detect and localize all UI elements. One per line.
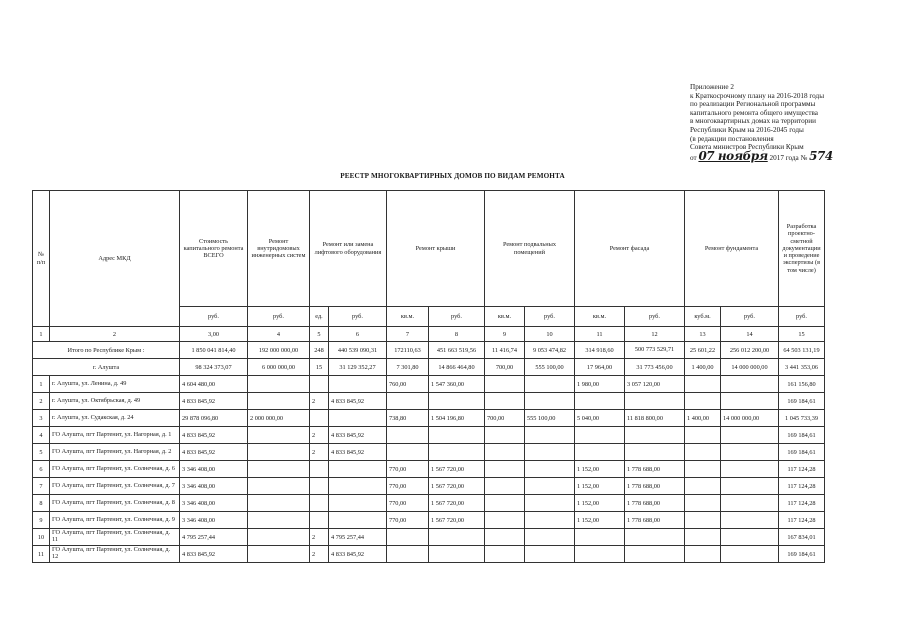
- unit-cell: руб.: [779, 307, 825, 327]
- subtotal-value: 31 773 456,00: [625, 359, 685, 376]
- row-value: [329, 495, 387, 512]
- header-facade: Ремонт фасада: [575, 191, 685, 307]
- table-row: [33, 546, 825, 563]
- unit-cell: руб.: [429, 307, 485, 327]
- row-number: 7: [33, 478, 50, 495]
- row-value: [387, 393, 429, 410]
- row-value: [721, 427, 779, 444]
- header-row: [33, 191, 825, 307]
- row-value: [685, 478, 721, 495]
- row-value: [685, 461, 721, 478]
- row-value: 770,00: [387, 461, 429, 478]
- header-address: Адрес МКД: [50, 191, 180, 327]
- row-value: 169 184,61: [779, 393, 825, 410]
- row-value: 770,00: [387, 495, 429, 512]
- unit-cell: руб.: [625, 307, 685, 327]
- row-address: ГО Алушта, пгт Партенит, ул. Солнечная, д. 8: [50, 495, 180, 512]
- row-value: 4 833 845,92: [180, 393, 248, 410]
- row-value: [525, 512, 575, 529]
- row-value: 3 346 408,00: [180, 512, 248, 529]
- total-value: 248: [310, 342, 329, 359]
- row-number: 2: [33, 393, 50, 410]
- row-value: [248, 512, 310, 529]
- row-value: 1 567 720,00: [429, 461, 485, 478]
- row-value: 1 778 688,00: [625, 512, 685, 529]
- unit-cell: руб.: [180, 307, 248, 327]
- total-value: 9 053 474,82: [525, 342, 575, 359]
- unit-cell: руб.: [525, 307, 575, 327]
- subtotal-value: 98 324 373,07: [180, 359, 248, 376]
- row-value: 2 000 000,00: [248, 410, 310, 427]
- col-number: 5: [310, 327, 329, 342]
- appendix-line: Приложение 2: [690, 83, 734, 91]
- header-basement: Ремонт подвальных помещений: [485, 191, 575, 307]
- header-num: № п/п: [33, 191, 50, 327]
- header-roof: Ремонт крыши: [387, 191, 485, 307]
- col-number: 11: [575, 327, 625, 342]
- row-value: [485, 478, 525, 495]
- row-value: 5 040,00: [575, 410, 625, 427]
- unit-cell: кв.м.: [387, 307, 429, 327]
- row-value: [685, 444, 721, 461]
- header-cost-total: Стоимость капитального ремонта ВСЕГО: [180, 191, 248, 307]
- row-value: [525, 546, 575, 563]
- row-value: 161 156,80: [779, 376, 825, 393]
- row-value: 11 818 800,00: [625, 410, 685, 427]
- subtotal-value: 3 441 353,06: [779, 359, 825, 376]
- row-value: [721, 444, 779, 461]
- col-number: 2: [50, 327, 180, 342]
- row-value: [485, 529, 525, 546]
- col-number: 13: [685, 327, 721, 342]
- total-label: Итого по Республике Крым :: [33, 342, 180, 359]
- row-value: 770,00: [387, 478, 429, 495]
- row-value: 117 124,28: [779, 461, 825, 478]
- total-value: 256 012 200,00: [721, 342, 779, 359]
- row-value: [485, 546, 525, 563]
- row-value: 169 184,61: [779, 546, 825, 563]
- row-value: [387, 444, 429, 461]
- row-value: [485, 393, 525, 410]
- row-value: [387, 427, 429, 444]
- row-value: [525, 478, 575, 495]
- row-value: [721, 512, 779, 529]
- unit-cell: руб.: [721, 307, 779, 327]
- row-value: 1 567 720,00: [429, 495, 485, 512]
- document-title: РЕЕСТР МНОГОКВАРТИРНЫХ ДОМОВ ПО ВИДАМ РЕМОНТА: [340, 172, 565, 180]
- row-value: [248, 444, 310, 461]
- row-value: 700,00: [485, 410, 525, 427]
- total-value: 64 503 131,19: [779, 342, 825, 359]
- appendix-line: Республики Крым на 2016-2045 годы: [690, 125, 804, 134]
- row-value: 4 833 845,92: [180, 546, 248, 563]
- row-value: [721, 546, 779, 563]
- row-value: [575, 427, 625, 444]
- row-value: [625, 444, 685, 461]
- row-value: 117 124,28: [779, 478, 825, 495]
- row-address: ГО Алушта, пгт Партенит, ул. Нагорная, д. 1: [50, 427, 180, 444]
- row-value: [310, 410, 329, 427]
- unit-cell: куб.м.: [685, 307, 721, 327]
- row-value: [685, 529, 721, 546]
- row-value: 3 057 120,00: [625, 376, 685, 393]
- total-value: 11 416,74: [485, 342, 525, 359]
- total-value: 451 663 519,56: [429, 342, 485, 359]
- house-rows: [33, 376, 825, 563]
- row-value: [329, 376, 387, 393]
- col-number: 6: [329, 327, 387, 342]
- row-value: [248, 529, 310, 546]
- row-value: [685, 546, 721, 563]
- subtotal-value: 14 000 000,00: [721, 359, 779, 376]
- table-row: [33, 393, 825, 410]
- row-value: [329, 512, 387, 529]
- unit-cell: руб.: [248, 307, 310, 327]
- appendix-line: в многоквартирных домах на территории: [690, 117, 816, 126]
- row-number: 6: [33, 461, 50, 478]
- table-row: [33, 444, 825, 461]
- row-value: 770,00: [387, 512, 429, 529]
- subtotal-value: 14 866 464,80: [429, 359, 485, 376]
- row-value: 117 124,28: [779, 495, 825, 512]
- row-value: 4 833 845,92: [180, 427, 248, 444]
- handwritten-number: 574: [809, 148, 833, 163]
- appendix-line: по реализации Региональной программы: [690, 100, 816, 109]
- row-value: [721, 529, 779, 546]
- row-address: ГО Алушта, пгт Партенит, ул. Солнечная, д. 7: [50, 478, 180, 495]
- col-number: 14: [721, 327, 779, 342]
- row-value: [485, 512, 525, 529]
- row-value: 4 604 480,00: [180, 376, 248, 393]
- row-value: 29 878 096,80: [180, 410, 248, 427]
- col-number: 7: [387, 327, 429, 342]
- row-value: [685, 495, 721, 512]
- row-value: 1 152,00: [575, 495, 625, 512]
- row-value: 760,00: [387, 376, 429, 393]
- row-value: 1 045 733,39: [779, 410, 825, 427]
- row-value: [429, 546, 485, 563]
- subtotal-value: 555 100,00: [525, 359, 575, 376]
- row-value: [575, 444, 625, 461]
- row-number: 5: [33, 444, 50, 461]
- table-row: [33, 512, 825, 529]
- row-value: 1 152,00: [575, 478, 625, 495]
- subtotal-value: 6 000 000,00: [248, 359, 310, 376]
- row-value: [485, 376, 525, 393]
- row-value: [685, 376, 721, 393]
- table-row: [33, 461, 825, 478]
- row-value: 3 346 408,00: [180, 461, 248, 478]
- row-number: 4: [33, 427, 50, 444]
- row-value: [310, 461, 329, 478]
- row-value: [525, 461, 575, 478]
- row-value: [575, 393, 625, 410]
- row-number: 3: [33, 410, 50, 427]
- row-value: [248, 546, 310, 563]
- row-value: 4 833 845,92: [180, 444, 248, 461]
- total-value: 1 850 041 814,40: [180, 342, 248, 359]
- table-row: [33, 529, 825, 546]
- row-value: [387, 529, 429, 546]
- subtotal-value: 7 301,80: [387, 359, 429, 376]
- row-value: 2: [310, 546, 329, 563]
- appendix-date-line: [690, 148, 890, 163]
- subtotal-value: 700,00: [485, 359, 525, 376]
- total-value: 172110,63: [387, 342, 429, 359]
- row-value: 2: [310, 444, 329, 461]
- row-value: 1 400,00: [685, 410, 721, 427]
- appendix-line: (в редакции постановления: [690, 134, 774, 143]
- table-row: [33, 427, 825, 444]
- unit-cell: ед.: [310, 307, 329, 327]
- table-row: [33, 410, 825, 427]
- row-value: 4 833 845,92: [329, 427, 387, 444]
- row-address: ГО Алушта, пгт Партенит, ул. Солнечная, д. 9: [50, 512, 180, 529]
- row-value: 169 184,61: [779, 444, 825, 461]
- col-number: 1: [33, 327, 50, 342]
- row-value: [721, 393, 779, 410]
- row-value: [485, 444, 525, 461]
- row-value: 4 833 845,92: [329, 393, 387, 410]
- row-address: ГО Алушта, пгт Партенит, ул. Нагорная, д. 2: [50, 444, 180, 461]
- row-value: [248, 427, 310, 444]
- row-value: 1 152,00: [575, 512, 625, 529]
- row-value: [525, 529, 575, 546]
- total-row: [33, 342, 825, 359]
- row-number: 10: [33, 529, 50, 546]
- row-value: [625, 546, 685, 563]
- city-subtotal-row: [33, 359, 825, 376]
- table-row: [33, 478, 825, 495]
- row-value: 1 152,00: [575, 461, 625, 478]
- row-value: [525, 427, 575, 444]
- row-value: 1 567 720,00: [429, 478, 485, 495]
- row-address: ГО Алушта, пгт Партенит, ул. Солнечная, д. 6: [50, 461, 180, 478]
- row-value: [685, 393, 721, 410]
- row-address: г. Алушта, ул. Судакская, д. 24: [50, 410, 180, 427]
- subtotal-label: г. Алушта: [33, 359, 180, 376]
- row-value: [248, 376, 310, 393]
- subtotal-value: 17 964,00: [575, 359, 625, 376]
- subtotal-value: 1 400,00: [685, 359, 721, 376]
- appendix-line: капитального ремонта общего имущества: [690, 108, 818, 117]
- subtotal-value: 31 129 352,27: [329, 359, 387, 376]
- row-value: 14 000 000,00: [721, 410, 779, 427]
- col-number: 9: [485, 327, 525, 342]
- total-value: 192 000 000,00: [248, 342, 310, 359]
- subtotal-value: 15: [310, 359, 329, 376]
- row-value: [625, 427, 685, 444]
- date-prefix: от: [690, 153, 697, 162]
- row-value: 738,80: [387, 410, 429, 427]
- row-value: 4 795 257,44: [180, 529, 248, 546]
- row-value: [525, 376, 575, 393]
- col-number: 4: [248, 327, 310, 342]
- row-value: [685, 427, 721, 444]
- row-address: ГО Алушта, пгт Партенит, ул. Солнечная, д. 11: [50, 529, 180, 546]
- row-value: [310, 478, 329, 495]
- unit-cell: кв.м.: [485, 307, 525, 327]
- row-value: [248, 393, 310, 410]
- table-row: [33, 376, 825, 393]
- row-value: [329, 461, 387, 478]
- row-value: [310, 495, 329, 512]
- row-value: 1 778 688,00: [625, 461, 685, 478]
- header-elevator: Ремонт или замена лифтового оборудования: [310, 191, 387, 307]
- appendix-line: Совета министров Республики Крым: [690, 143, 804, 152]
- col-number: 12: [625, 327, 685, 342]
- row-value: [721, 495, 779, 512]
- column-numbers-row: [33, 327, 825, 342]
- row-value: [387, 546, 429, 563]
- row-number: 8: [33, 495, 50, 512]
- row-value: [248, 495, 310, 512]
- row-value: [248, 478, 310, 495]
- row-value: 4 795 257,44: [329, 529, 387, 546]
- row-value: [310, 376, 329, 393]
- header-design-docs: Разработка проектно-сметной документации и проведение экспертизы (в том числе): [779, 191, 825, 307]
- row-value: 2: [310, 393, 329, 410]
- header-internal-systems: Ремонт внутридомовых инженерных систем: [248, 191, 310, 307]
- row-value: [329, 410, 387, 427]
- row-value: [485, 427, 525, 444]
- col-number: 10: [525, 327, 575, 342]
- row-value: 2: [310, 529, 329, 546]
- row-value: [248, 461, 310, 478]
- row-value: [329, 478, 387, 495]
- row-value: [685, 512, 721, 529]
- row-value: 1 504 196,80: [429, 410, 485, 427]
- row-value: [575, 529, 625, 546]
- unit-cell: кв.м.: [575, 307, 625, 327]
- row-value: 3 346 408,00: [180, 495, 248, 512]
- row-value: [525, 444, 575, 461]
- row-address: ГО Алушта, пгт Партенит, ул. Солнечная, д. 12: [50, 546, 180, 563]
- row-value: [485, 495, 525, 512]
- row-value: [525, 393, 575, 410]
- row-value: 1 778 688,00: [625, 495, 685, 512]
- row-value: 555 100,00: [525, 410, 575, 427]
- row-value: [525, 495, 575, 512]
- row-number: 11: [33, 546, 50, 563]
- row-value: 4 833 845,92: [329, 546, 387, 563]
- header-foundation: Ремонт фундамента: [685, 191, 779, 307]
- row-value: 1 778 688,00: [625, 478, 685, 495]
- col-number: 8: [429, 327, 485, 342]
- total-value: 25 601,22: [685, 342, 721, 359]
- row-value: [310, 512, 329, 529]
- row-value: [721, 461, 779, 478]
- row-value: 1 547 360,00: [429, 376, 485, 393]
- appendix-block: [690, 83, 890, 162]
- row-number: 1: [33, 376, 50, 393]
- col-number: 3,00: [180, 327, 248, 342]
- row-value: [429, 393, 485, 410]
- row-value: [625, 529, 685, 546]
- row-value: 1 980,00: [575, 376, 625, 393]
- row-value: [485, 461, 525, 478]
- handwritten-date: 07 ноября: [698, 148, 768, 163]
- row-address: г. Алушта, ул. Ленина, д. 49: [50, 376, 180, 393]
- appendix-line: к Краткосрочному плану на 2016-2018 годы: [690, 91, 825, 100]
- row-value: [625, 393, 685, 410]
- row-value: 169 184,61: [779, 427, 825, 444]
- row-value: [429, 529, 485, 546]
- row-value: [575, 546, 625, 563]
- row-number: 9: [33, 512, 50, 529]
- row-value: [721, 478, 779, 495]
- row-value: 117 124,28: [779, 512, 825, 529]
- row-address: г. Алушта, ул. Октябрьская, д. 49: [50, 393, 180, 410]
- row-value: [721, 376, 779, 393]
- row-value: [429, 427, 485, 444]
- total-value: 314 918,60: [575, 342, 625, 359]
- total-value: 500 773 529,71: [625, 342, 685, 359]
- row-value: 167 834,01: [779, 529, 825, 546]
- row-value: 3 346 408,00: [180, 478, 248, 495]
- col-number: 15: [779, 327, 825, 342]
- row-value: 2: [310, 427, 329, 444]
- row-value: [429, 444, 485, 461]
- table-row: [33, 495, 825, 512]
- unit-cell: руб.: [329, 307, 387, 327]
- register-table: [32, 190, 825, 563]
- total-value: 440 539 090,31: [329, 342, 387, 359]
- row-value: 4 833 845,92: [329, 444, 387, 461]
- date-year: 2017 года №: [769, 153, 808, 162]
- row-value: 1 567 720,00: [429, 512, 485, 529]
